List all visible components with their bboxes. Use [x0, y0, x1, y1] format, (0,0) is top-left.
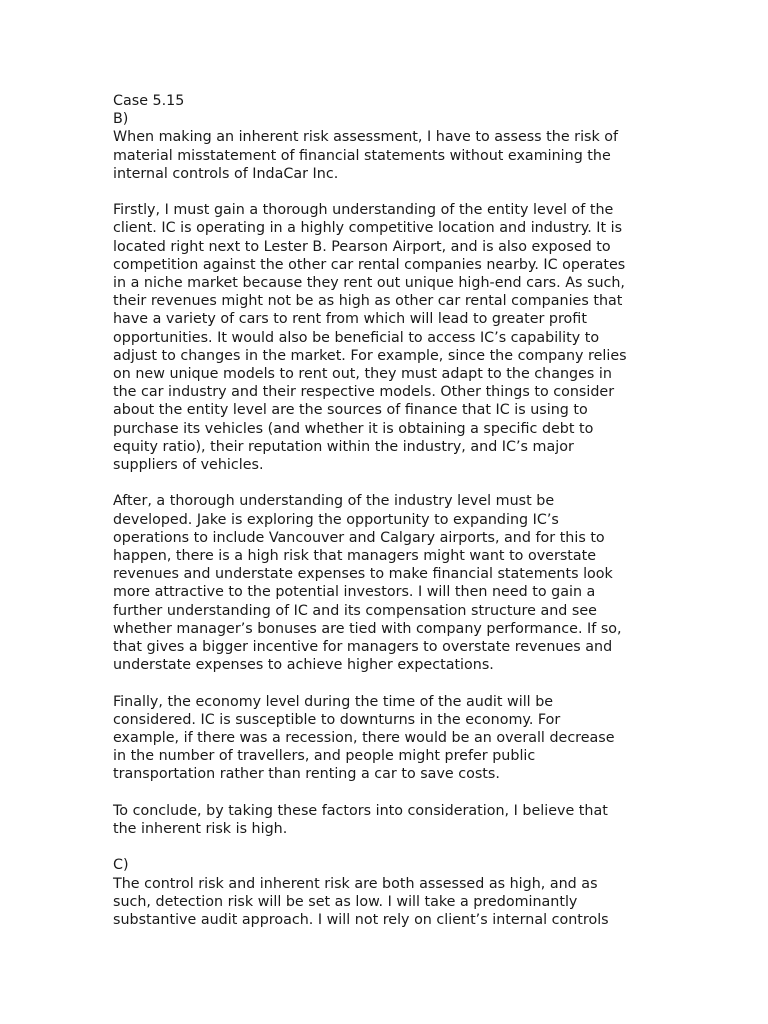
body-line: in the number of travellers, and people might prefer public [113, 748, 536, 765]
body-line: about the entity level are the sources of finance that IC is using to [113, 402, 588, 419]
body-line: To conclude, by taking these factors into consideration, I believe that [113, 802, 608, 819]
body-line: on new unique models to rent out, they must adapt to the changes in [113, 366, 612, 383]
body-line: client. IC is operating in a highly competitive location and industry. It is [113, 220, 623, 237]
body-line: opportunities. It would also be beneficial to access IC’s capability to [113, 329, 600, 346]
section-label-b: B) [113, 111, 129, 128]
body-line: internal controls of IndaCar Inc. [113, 165, 339, 182]
paragraph-conclusion [113, 802, 673, 838]
body-line: their revenues might not be as high as other car rental companies that [113, 293, 623, 310]
body-line: have a variety of cars to rent from which will lead to greater profit [113, 311, 587, 328]
body-line: considered. IC is susceptible to downturns in the economy. For [113, 711, 561, 728]
section-label-c: C) [113, 857, 129, 874]
body-line: competition against the other car rental companies nearby. IC operates [113, 256, 626, 273]
body-line: that gives a bigger incentive for managers to overstate revenues and [113, 639, 613, 656]
heading-block [113, 92, 673, 183]
body-line: The control risk and inherent risk are both assessed as high, and as [113, 875, 598, 892]
body-line: located right next to Lester B. Pearson Airport, and is also exposed to [113, 238, 611, 255]
body-line: suppliers of vehicles. [113, 457, 264, 474]
body-line: such, detection risk will be set as low. I will take a predominantly [113, 893, 578, 910]
body-line: When making an inherent risk assessment, I have to assess the risk of [113, 129, 619, 146]
document-page [113, 92, 673, 947]
body-line: substantive audit approach. I will not rely on client’s internal controls [113, 912, 609, 929]
section-c [113, 856, 673, 929]
body-line: example, if there was a recession, there would be an overall decrease [113, 730, 615, 747]
body-line: Firstly, I must gain a thorough understanding of the entity level of the [113, 202, 614, 219]
body-line: more attractive to the potential investors. I will then need to gain a [113, 584, 596, 601]
body-line: material misstatement of financial statements without examining the [113, 147, 611, 164]
body-line: transportation rather than renting a car to save costs. [113, 766, 500, 783]
body-line: the car industry and their respective models. Other things to consider [113, 384, 615, 401]
body-line: in a niche market because they rent out unique high-end cars. As such, [113, 275, 625, 292]
body-line: revenues and understate expenses to make financial statements look [113, 566, 613, 583]
paragraph-entity-level [113, 201, 673, 474]
body-line: Finally, the economy level during the time of the audit will be [113, 693, 554, 710]
body-line: purchase its vehicles (and whether it is obtaining a specific debt to [113, 420, 594, 437]
body-line: operations to include Vancouver and Calgary airports, and for this to [113, 529, 605, 546]
body-line: understate expenses to achieve higher expectations. [113, 657, 494, 674]
body-line: developed. Jake is exploring the opportunity to expanding IC’s [113, 511, 559, 528]
body-line: happen, there is a high risk that managers might want to overstate [113, 548, 597, 565]
body-line: adjust to changes in the market. For example, since the company relies [113, 347, 627, 364]
body-line: whether manager’s bonuses are tied with company performance. If so, [113, 620, 622, 637]
paragraph-economy-level [113, 693, 673, 784]
case-title: Case 5.15 [113, 93, 185, 109]
body-line: After, a thorough understanding of the industry level must be [113, 493, 555, 510]
body-line: equity ratio), their reputation within the industry, and IC’s major [113, 438, 574, 455]
body-line: further understanding of IC and its compensation structure and see [113, 602, 597, 619]
body-line: the inherent risk is high. [113, 821, 288, 838]
paragraph-industry-level [113, 492, 673, 674]
